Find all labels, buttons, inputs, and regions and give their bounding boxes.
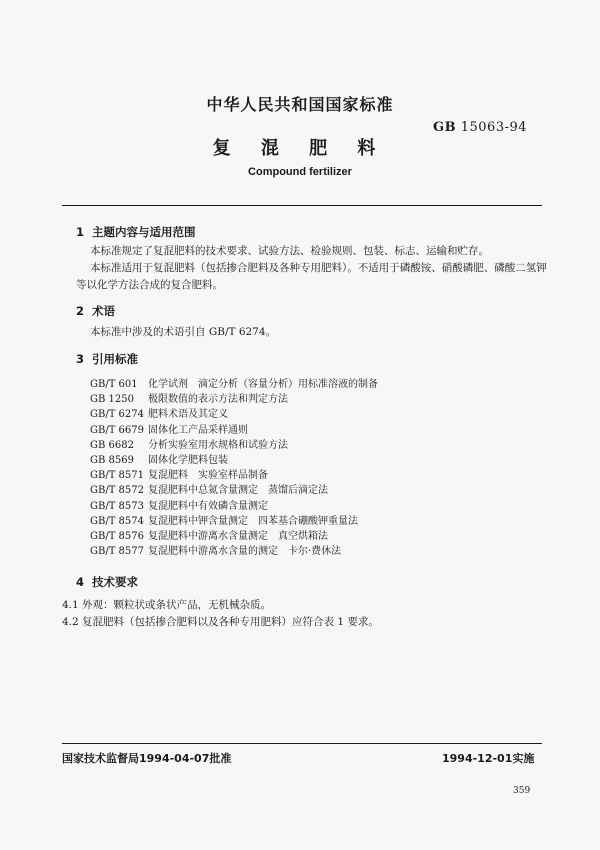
section-1-paragraph-3: 等以化学方法合成的复合肥料。 (76, 279, 223, 291)
reference-item (90, 529, 378, 544)
reference-code: GB 8569 (90, 454, 134, 466)
document-title-en: Compound fertilizer (248, 166, 352, 178)
section-number: 1 (76, 225, 85, 239)
page-number: 359 (513, 786, 531, 796)
standard-number (433, 120, 527, 135)
clause-4-2 (62, 615, 522, 630)
section-number: 2 (76, 304, 85, 318)
reference-name: 复混肥料中有效磷含量测定 (148, 500, 268, 512)
reference-code: GB/T 8577 (90, 546, 145, 558)
reference-name: 分析实验室用水规格和试验方法 (148, 439, 288, 451)
reference-item (90, 392, 378, 407)
reference-item (90, 468, 378, 483)
footer-divider (62, 743, 542, 744)
clause-number: 4.2 (62, 616, 79, 628)
section-title: 技术要求 (92, 575, 138, 589)
reference-list (90, 377, 378, 559)
reference-item (90, 544, 378, 559)
reference-name: 化学试剂 滴定分析（容量分析）用标准溶液的制备 (148, 379, 378, 390)
reference-name: 复混肥料中游离水含量的测定 卡尔·费休法 (148, 546, 342, 558)
approval-date: 国家技术监督局1994-04-07批准 (62, 752, 232, 765)
reference-code: GB/T 8576 (90, 530, 145, 542)
organization-title: 中华人民共和国国家标准 (206, 95, 394, 114)
reference-name: 肥料术语及其定义 (148, 409, 228, 421)
reference-name: 复混肥料 实验室样品制备 (148, 470, 268, 482)
reference-code: GB 1250 (90, 394, 134, 406)
section-number: 4 (76, 575, 85, 589)
reference-code: GB/T 8573 (90, 500, 145, 512)
reference-code: GB/T 6679 (90, 424, 145, 436)
section-1-paragraph-1: 本标准规定了复混肥料的技术要求、试验方法、检验规则、包装、标志、运输和贮存。 (90, 245, 489, 257)
clause-text: 复混肥料（包括掺合肥料以及各种专用肥料）应符合表 1 要求。 (82, 616, 379, 628)
reference-code: GB/T 6274 (90, 409, 145, 421)
clause-4-1 (62, 598, 522, 613)
reference-name: 固体化学肥料包装 (148, 454, 228, 466)
section-4-heading (76, 574, 138, 590)
reference-item (90, 423, 378, 438)
reference-item (90, 499, 378, 514)
reference-item (90, 453, 378, 468)
effective-date: 1994-12-01实施 (442, 752, 535, 765)
reference-name: 复混肥料中游离水含量测定 真空烘箱法 (148, 530, 328, 542)
section-title: 术语 (92, 304, 115, 318)
reference-name: 复混肥料中总氮含量测定 蒸馏后滴定法 (148, 485, 328, 497)
reference-code: GB/T 8572 (90, 485, 145, 497)
standard-code-prefix: GB (433, 120, 457, 135)
reference-code: GB/T 601 (90, 379, 138, 390)
header-divider (62, 205, 542, 206)
reference-name: 极限数值的表示方法和判定方法 (148, 394, 288, 406)
section-title: 引用标准 (92, 352, 138, 366)
reference-item (90, 514, 378, 529)
section-1-paragraph-2: 本标准适用于复混肥料（包括掺合肥料及各种专用肥料）。不适用于磷酸铵、硝酸磷肥、磷酸二氢钾 (90, 262, 547, 274)
section-1-heading (76, 224, 196, 240)
section-3-heading (76, 351, 138, 367)
reference-item (90, 438, 378, 453)
reference-code: GB 6682 (90, 439, 134, 451)
clause-text: 外观：颗粒状或条状产品，无机械杂质。 (82, 599, 272, 611)
section-number: 3 (76, 352, 85, 366)
reference-name: 复混肥料中钾含量测定 四苯基合硼酸钾重量法 (148, 515, 358, 527)
clause-number: 4.1 (62, 599, 79, 611)
section-title: 主题内容与适用范围 (92, 225, 196, 239)
section-2-paragraph-1: 本标准中涉及的术语引自 GB/T 6274。 (90, 326, 277, 338)
standard-code: 15063-94 (460, 120, 528, 135)
reference-code: GB/T 8571 (90, 470, 145, 482)
reference-item (90, 407, 378, 422)
reference-name: 固体化工产品采样通则 (148, 424, 248, 436)
document-title-cn: 复 混 肥 料 (212, 138, 388, 159)
reference-item (90, 377, 378, 392)
reference-code: GB/T 8574 (90, 515, 145, 527)
section-2-heading (76, 303, 115, 319)
reference-item (90, 483, 378, 498)
